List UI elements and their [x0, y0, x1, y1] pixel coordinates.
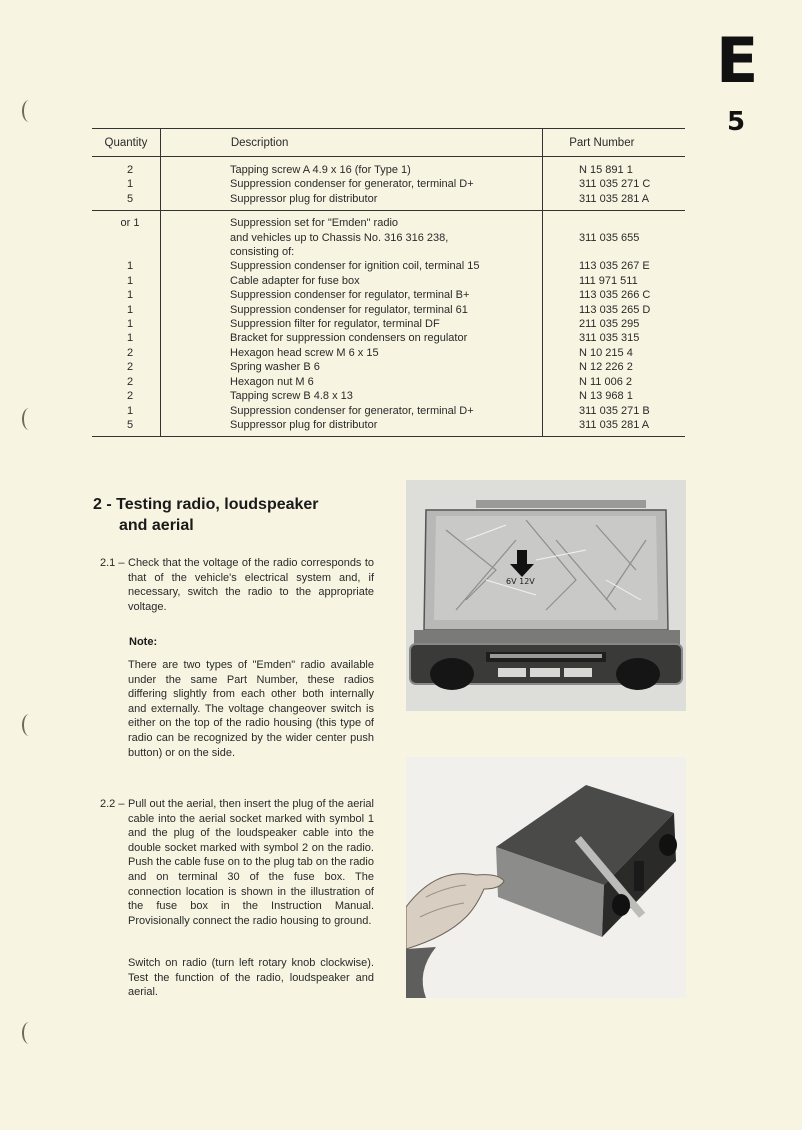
- quantity-header: Quantity: [92, 129, 161, 156]
- part-number-cell: N 10 215 4: [579, 346, 633, 359]
- part-number-cell: 111 971 511: [579, 274, 638, 287]
- description-cell: Suppression condenser for regulator, terminal 61: [230, 303, 468, 316]
- step-text: Check that the voltage of the radio corresponds to that of the vehicle's electrical system and, if necessary, switch the radio to the appropriate voltage.: [128, 557, 374, 613]
- table-row: [92, 216, 685, 230]
- step-2-1: [100, 556, 374, 614]
- part-number-cell: 113 035 266 C: [579, 289, 651, 302]
- table-header: [92, 129, 685, 157]
- part-number-cell: 311 035 655: [579, 231, 640, 244]
- table-group-2: [92, 211, 685, 436]
- quantity-cell: 1: [126, 318, 134, 331]
- table-row: [92, 231, 685, 245]
- part-number-cell: 211 035 295: [579, 318, 640, 331]
- table-row: [92, 177, 685, 191]
- description-cell: Suppression filter for regulator, terminal DF: [230, 318, 440, 331]
- table-row: [92, 192, 685, 206]
- quantity-cell: 2: [126, 164, 134, 176]
- table-row: [92, 346, 685, 360]
- table-row: [92, 375, 685, 389]
- note-label: Note:: [129, 636, 158, 648]
- part-number-header: Part Number: [542, 129, 685, 156]
- quantity-cell: [92, 231, 160, 245]
- description-cell: Suppressor plug for distributor: [230, 418, 378, 431]
- parts-table: [92, 128, 685, 437]
- quantity-cell: 1: [126, 178, 134, 191]
- description-cell: Suppression condenser for generator, terminal D+: [230, 178, 474, 191]
- punch-hole-mark: [22, 714, 36, 736]
- part-number-cell: [542, 245, 685, 259]
- description-cell: Suppression condenser for ignition coil, terminal 15: [230, 260, 480, 273]
- description-cell: consisting of:: [230, 246, 295, 259]
- radio-connection-illustration: [406, 757, 686, 998]
- part-number-cell: 311 035 281 A: [579, 192, 650, 205]
- quantity-cell: 5: [126, 418, 134, 431]
- table-row: [92, 245, 685, 259]
- table-row: [92, 288, 685, 302]
- radio-top-illustration: [406, 480, 686, 711]
- description-cell: Hexagon head screw M 6 x 15: [230, 346, 379, 359]
- table-row: [92, 404, 685, 418]
- quantity-cell: 1: [126, 274, 134, 287]
- description-cell: Suppressor plug for distributor: [230, 192, 378, 205]
- part-number-cell: N 15 891 1: [579, 164, 633, 176]
- description-cell: Tapping screw B 4.8 x 13: [230, 390, 353, 403]
- description-header: Description: [230, 136, 289, 149]
- table-row: [92, 360, 685, 374]
- step-2-2-followup: Switch on radio (turn left rotary knob clockwise). Test the function of the radio, loudspeaker and aerial.: [128, 957, 374, 999]
- table-row: [92, 418, 685, 432]
- quantity-cell: 5: [126, 192, 134, 205]
- quantity-cell: 1: [126, 289, 134, 302]
- description-cell: and vehicles up to Chassis No. 316 316 238,: [230, 231, 449, 244]
- table-group-1: [92, 157, 685, 211]
- quantity-cell: or 1: [120, 217, 140, 230]
- description-cell: Bracket for suppression condensers on regulator: [230, 332, 468, 345]
- quantity-cell: 1: [126, 303, 134, 316]
- section-heading-line2: and aerial: [119, 517, 194, 534]
- punch-hole-mark: [22, 1022, 36, 1044]
- step-number: 2.1 –: [100, 557, 125, 569]
- part-number-cell: [542, 216, 685, 230]
- quantity-cell: 1: [126, 332, 134, 345]
- section-heading-line1: 2 - Testing radio, loudspeaker: [93, 496, 319, 513]
- table-row: [92, 331, 685, 345]
- radio-photo-top: [406, 480, 686, 711]
- punch-hole-mark: [22, 408, 36, 430]
- part-number-cell: 113 035 267 E: [579, 260, 650, 273]
- description-cell: Suppression set for "Emden" radio: [230, 217, 399, 230]
- table-row: [92, 389, 685, 403]
- part-number-cell: 311 035 315: [579, 332, 640, 345]
- description-cell: Spring washer B 6: [230, 361, 320, 374]
- quantity-cell: [92, 245, 160, 259]
- quantity-cell: 2: [126, 375, 134, 388]
- radio-photo-connection: [406, 757, 686, 998]
- section-number: 5: [727, 107, 746, 137]
- part-number-cell: 311 035 271 B: [579, 404, 650, 417]
- step-text: Pull out the aerial, then insert the plug of the aerial cable into the aerial socket marked with symbol 1 and the plug of the loudspeaker cable into the double socket marked with symbol 2 on the radio. Push the cable fuse on to the plug tab on the radio and on terminal 30 of the fuse box. The connection location is shown in the illustration of the fuse box in the Instruction Manual. Provisionally connect the radio housing to ground.: [128, 798, 374, 927]
- table-row: [92, 163, 685, 177]
- description-cell: Cable adapter for fuse box: [230, 274, 360, 287]
- part-number-cell: 311 035 271 C: [579, 178, 651, 191]
- quantity-cell: 1: [126, 404, 134, 417]
- quantity-cell: 2: [126, 361, 134, 374]
- table-row: [92, 274, 685, 288]
- part-number-cell: 311 035 281 A: [579, 418, 650, 431]
- step-2-2: [100, 797, 374, 928]
- quantity-cell: 2: [126, 390, 134, 403]
- table-body: [92, 157, 685, 436]
- description-cell: Hexagon nut M 6: [230, 375, 314, 388]
- quantity-cell: 2: [126, 346, 134, 359]
- note-text: There are two types of "Emden" radio available under the same Part Number, these radios differing slightly from each other both internally and externally. The voltage changeover switch is either on the top of the radio housing (this type of radio can be recognized by the wider center push button) or on the side.: [128, 659, 374, 759]
- description-cell: Tapping screw A 4.9 x 16 (for Type 1): [230, 164, 411, 176]
- description-cell: Suppression condenser for regulator, terminal B+: [230, 289, 470, 302]
- voltage-label: 6V 12V: [506, 577, 535, 586]
- description-cell: Suppression condenser for generator, terminal D+: [230, 404, 474, 417]
- table-row: [92, 317, 685, 331]
- section-heading: [93, 494, 319, 536]
- step-number: 2.2 –: [100, 798, 125, 810]
- section-letter: E: [716, 24, 759, 97]
- part-number-cell: N 11 006 2: [579, 375, 633, 388]
- part-number-cell: N 13 968 1: [579, 390, 633, 403]
- part-number-cell: 113 035 265 D: [579, 303, 651, 316]
- quantity-cell: 1: [126, 260, 134, 273]
- table-row: [92, 259, 685, 273]
- part-number-cell: N 12 226 2: [579, 361, 633, 374]
- table-row: [92, 303, 685, 317]
- punch-hole-mark: [22, 100, 36, 122]
